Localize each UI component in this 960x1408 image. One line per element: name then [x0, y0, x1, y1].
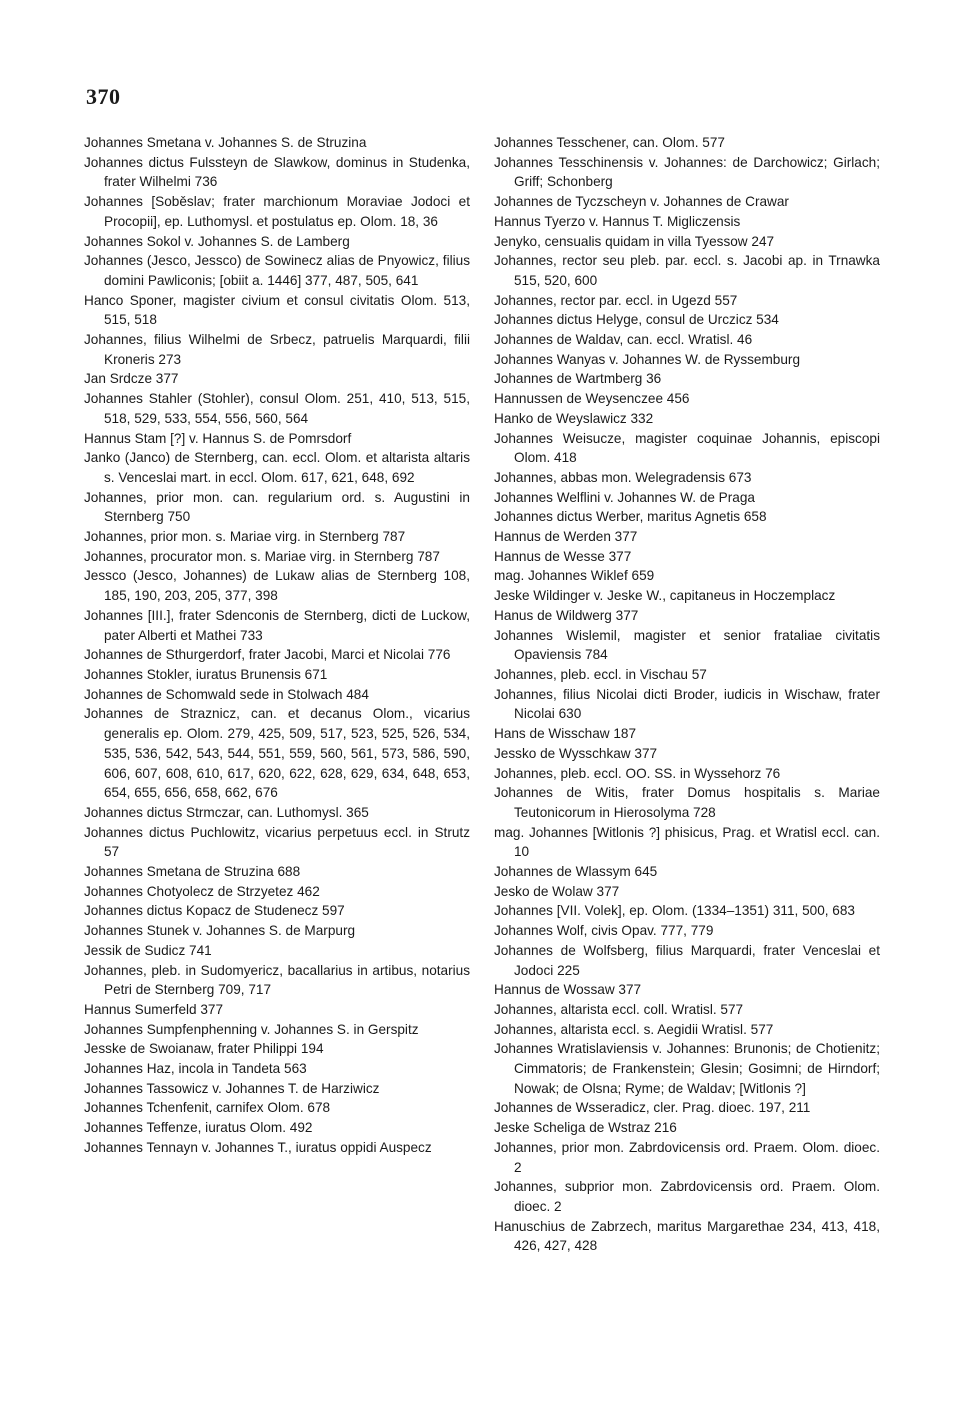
index-entry: Johannes, filius Nicolai dicti Broder, iudicis in Wischaw, frater Nicolai 630: [494, 686, 880, 722]
index-column-right: [494, 133, 880, 1256]
index-entry: Johannes [III.], frater Sdenconis de Sternberg, dicti de Luckow, pater Alberti et Mathei 733: [84, 607, 470, 643]
index-entry: Johannes de Straznicz, can. et decanus Olom., vicarius generalis ep. Olom. 279, 425, 509, 517, 523, 525, 526, 534, 535, 536, 542, 543, 544, 551, 559, 560, 561, 573, 586, 590, 606, 607, 608, 610, 617, 620, 622, 628, 629, 634, 648, 653, 654, 655, 656, 658, 662, 676: [84, 706, 470, 801]
index-entry: Johannes Wanyas v. Johannes W. de Ryssemburg: [494, 351, 801, 367]
index-entry: Johannes, pleb. eccl. OO. SS. in Wyssehorz 76: [494, 765, 781, 781]
index-entry: Johannes de Wsseradicz, cler. Prag. dioec. 197, 211: [494, 1100, 811, 1116]
index-entry: Johannes de Sthurgerdorf, frater Jacobi, Marci et Nicolai 776: [84, 647, 451, 663]
index-entry: Johannes, abbas mon. Welegradensis 673: [494, 469, 752, 485]
index-entry: Jesske de Swoianaw, frater Philippi 194: [84, 1041, 324, 1057]
index-entry: Johannes, rector par. eccl. in Ugezd 557: [494, 292, 738, 308]
index-entry: Johannes dictus Fulssteyn de Slawkow, dominus in Studenka, frater Wilhelmi 736: [84, 154, 470, 190]
index-entry: Johannes de Wolfsberg, filius Marquardi, frater Venceslai et Jodoci 225: [494, 942, 880, 978]
index-entry: Hannus Tyerzo v. Hannus T. Migliczensis: [494, 213, 741, 229]
index-entry: Johannes de Witis, frater Domus hospitalis s. Mariae Teutonicorum in Hierosolyma 728: [494, 785, 880, 820]
index-entry: Johannes [Soběslav; frater marchionum Moraviae Jodoci et Procopii], ep. Luthomysl. et postulatus ep. Olom. 18, 36: [84, 194, 470, 229]
index-entry: Hanuschius de Zabrzech, maritus Margarethae 234, 413, 418, 426, 427, 428: [494, 1218, 880, 1254]
index-entry: Johannes dictus Puchlowitz, vicarius perpetuus eccl. in Strutz 57: [84, 824, 470, 860]
index-entry: Johannes dictus Strmczar, can. Luthomysl. 365: [84, 804, 369, 820]
index-entry: Johannes, prior mon. s. Mariae virg. in Sternberg 787: [84, 529, 406, 545]
index-entry: Johannes de Schomwald sede in Stolwach 484: [84, 686, 369, 702]
index-entry: Johannes Tesschener, can. Olom. 577: [494, 135, 725, 150]
index-entry: Johannes Stokler, iuratus Brunensis 671: [84, 666, 328, 682]
index-entry: Johannes Stahler (Stohler), consul Olom. 251, 410, 513, 515, 518, 529, 533, 554, 556, 560, 564: [84, 391, 470, 426]
index-entry: Johannes, procurator mon. s. Mariae virg. in Sternberg 787: [84, 548, 440, 564]
index-entry: Johannes Smetana v. Johannes S. de Struzina: [84, 135, 367, 150]
index-entry: Hannus Sumerfeld 377: [84, 1001, 224, 1017]
index-column-left: [84, 133, 470, 1158]
index-entry: Johannes, prior mon. can. regularium ord. s. Augustini in Sternberg 750: [84, 489, 470, 525]
index-entry: Jeske Scheliga de Wstraz 216: [494, 1120, 677, 1136]
index-entry: Jan Srdcze 377: [84, 371, 179, 387]
index-entry: Johannes (Jesco, Jessco) de Sowinecz alias de Pnyowicz, filius domini Pawliconis; [obiit a. 1446] 377, 487, 505, 641: [84, 253, 470, 288]
index-entry: Johannes, rector seu pleb. par. eccl. s. Jacobi ap. in Trnawka 515, 520, 600: [494, 253, 880, 288]
index-entry: Hannus de Wossaw 377: [494, 982, 642, 998]
index-entry: Johannes de Wartmberg 36: [494, 371, 662, 387]
page-number: 370: [86, 84, 121, 109]
index-entry: Johannes Wratislaviensis v. Johannes: Brunonis; de Chotienitz; Cimmatoris; de Frankenstein; Glesin; Gosimni; de Hirndorf; Nowak; de Olsna; Ryme; de Waldav; [Witlonis ?]: [494, 1041, 880, 1096]
index-entry: Johannes, pleb. eccl. in Vischau 57: [494, 666, 707, 682]
index-entry: Jesko de Wolaw 377: [494, 883, 620, 899]
index-entry: Johannes Smetana de Struzina 688: [84, 864, 301, 880]
index-entry: Johannes Stunek v. Johannes S. de Marpurg: [84, 923, 356, 939]
index-entry: mag. Johannes [Witlonis ?] phisicus, Prag. et Wratisl eccl. can. 10: [494, 824, 880, 860]
index-entry: Johannes Wolf, civis Opav. 777, 779: [494, 923, 714, 939]
index-entry: Johannes dictus Helyge, consul de Urczicz 534: [494, 312, 779, 328]
index-entry: Hannus de Werden 377: [494, 529, 638, 545]
index-entry: Johannes Chotyolecz de Strzyetez 462: [84, 883, 320, 899]
index-entry: Jessco (Jesco, Johannes) de Lukaw alias de Sternberg 108, 185, 190, 203, 205, 377, 398: [84, 568, 470, 604]
index-entry: Johannes, altarista eccl. s. Aegidii Wratisl. 577: [494, 1021, 774, 1037]
index-entry: Johannes de Tyczscheyn v. Johannes de Crawar: [494, 194, 789, 210]
index-entry: Johannes, altarista eccl. coll. Wratisl. 577: [494, 1001, 744, 1017]
index-entry: Johannes Tennayn v. Johannes T., iuratus oppidi Auspecz: [84, 1139, 432, 1155]
index-entry: Johannes Sokol v. Johannes S. de Lamberg: [84, 233, 350, 249]
index-entry: Jessik de Sudicz 741: [84, 942, 212, 958]
index-entry: Jessko de Wysschkaw 377: [494, 745, 658, 761]
index-entry: Hannussen de Weysenczee 456: [494, 391, 690, 407]
index-entry: Janko (Janco) de Sternberg, can. eccl. Olom. et altarista altaris s. Venceslai mart. in eccl. Olom. 617, 621, 648, 692: [84, 450, 470, 485]
index-entry: Johannes, prior mon. Zabrdovicensis ord. Praem. Olom. dioec. 2: [494, 1139, 880, 1175]
index-entry: Johannes Tchenfenit, carnifex Olom. 678: [84, 1100, 331, 1116]
index-entry: Johannes Weisucze, magister coquinae Johannis, episcopi Olom. 418: [494, 430, 880, 466]
index-entry: Johannes dictus Werber, maritus Agnetis 658: [494, 509, 767, 525]
index-entry: Johannes Sumpfenphenning v. Johannes S. in Gerspitz: [84, 1021, 419, 1037]
index-entry: Johannes de Wlassym 645: [494, 864, 658, 880]
index-entry: Johannes Welflini v. Johannes W. de Praga: [494, 489, 755, 505]
index-entry: mag. Johannes Wiklef 659: [494, 568, 655, 584]
index-entry: Hannus Stam [?] v. Hannus S. de Pomrsdorf: [84, 430, 352, 446]
index-entry: Johannes Tassowicz v. Johannes T. de Harziwicz: [84, 1080, 380, 1096]
index-entry: Johannes Wislemil, magister et senior frataliae civitatis Opaviensis 784: [494, 627, 880, 663]
index-entry: Johannes Haz, incola in Tandeta 563: [84, 1061, 307, 1077]
index-entry: Hanko de Weyslawicz 332: [494, 410, 654, 426]
index-entry: Jeske Wildinger v. Jeske W., capitaneus in Hoczemplacz: [494, 588, 836, 604]
index-entry: Jenyko, censualis quidam in villa Tyessow 247: [494, 233, 775, 249]
index-entry: Hanco Sponer, magister civium et consul civitatis Olom. 513, 515, 518: [84, 292, 470, 328]
index-entry: Johannes, filius Wilhelmi de Srbecz, patruelis Marquardi, filii Kroneris 273: [84, 332, 470, 367]
index-entry: Johannes Tesschinensis v. Johannes: de Darchowicz; Girlach; Griff; Schonberg: [494, 154, 880, 190]
index-entry: Hanus de Wildwerg 377: [494, 607, 639, 623]
index-entry: Hans de Wisschaw 187: [494, 726, 637, 742]
index-entry: Johannes de Waldav, can. eccl. Wratisl. 46: [494, 332, 753, 348]
index-entry: Johannes, subprior mon. Zabrdovicensis ord. Praem. Olom. dioec. 2: [494, 1179, 880, 1214]
index-entry: Johannes dictus Kopacz de Studenecz 597: [84, 903, 345, 919]
index-entry: Johannes, pleb. in Sudomyericz, bacallarius in artibus, notarius Petri de Sternberg 709, 717: [84, 962, 470, 998]
index-entry: Hannus de Wesse 377: [494, 548, 632, 564]
index-entry: Johannes [VII. Volek], ep. Olom. (1334–1351) 311, 500, 683: [494, 903, 855, 919]
index-entry: Johannes Teffenze, iuratus Olom. 492: [84, 1120, 313, 1136]
